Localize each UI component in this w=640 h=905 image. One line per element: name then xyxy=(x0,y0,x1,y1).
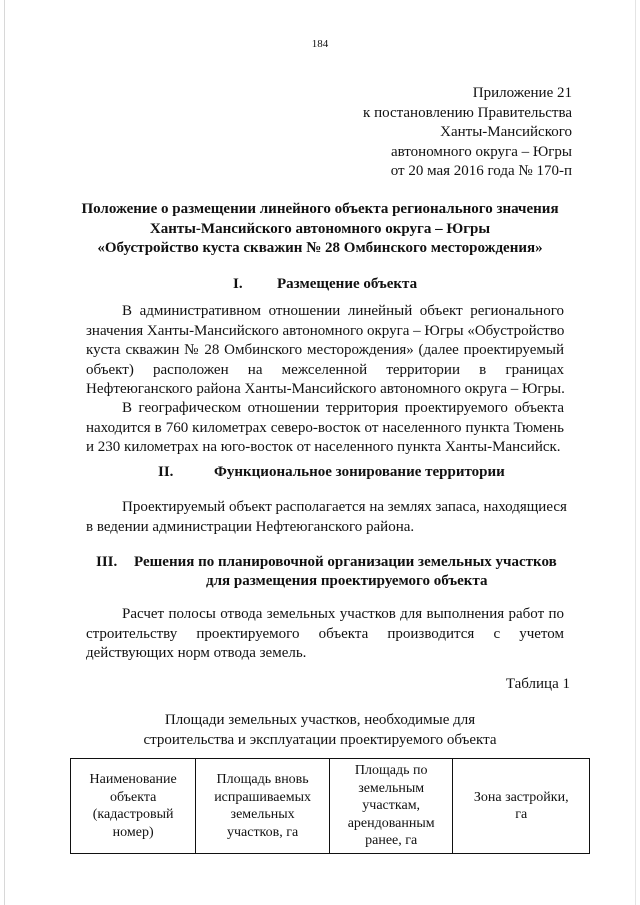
appendix-line: автономного округа – Югры xyxy=(390,143,572,160)
page-number: 184 xyxy=(311,38,329,50)
section-1-paragraph-1 xyxy=(86,302,564,400)
caption-line: строительства и эксплуатации проектируемого объекта xyxy=(143,731,497,748)
section-2-paragraph xyxy=(86,498,567,537)
header-line: номер) xyxy=(112,824,154,840)
scan-edge-left xyxy=(4,0,5,905)
title-line: «Обустройство куста скважин № 28 Омбинского месторождения» xyxy=(97,240,543,256)
land-area-table xyxy=(70,758,590,854)
table-header-row xyxy=(71,759,590,854)
header-line: участкам, xyxy=(362,798,421,814)
text-line: В административном отношении линейный объект регионального xyxy=(122,303,564,319)
appendix-line: от 20 мая 2016 года № 170-п xyxy=(390,163,572,179)
document-title xyxy=(70,200,570,259)
section-1-title: Размещение объекта xyxy=(277,276,418,292)
text-line: В географическом отношении территория проектируемого объекта xyxy=(122,400,564,416)
header-line: (кадастровый xyxy=(92,807,174,822)
header-line: ранее, га xyxy=(365,833,418,849)
text-line: и 230 километрах на юго-восток от населенного пункта Ханты-Мансийск. xyxy=(86,439,561,455)
table-header-cell xyxy=(453,759,590,854)
section-1-number: I. xyxy=(233,276,243,292)
scan-edge-right xyxy=(635,0,636,905)
header-line: объекта xyxy=(109,789,157,805)
table-header-cell xyxy=(71,759,196,854)
header-line: испрашиваемых xyxy=(214,789,311,805)
header-line: земельным xyxy=(358,780,425,796)
section-3-paragraph xyxy=(86,605,564,664)
text-line: объект) расположен на межселенной территории в границах xyxy=(86,361,564,378)
title-line: Положение о размещении линейного объекта регионального значения xyxy=(81,201,559,217)
header-line: земельных xyxy=(230,807,295,822)
table-label: Таблица 1 xyxy=(505,676,570,692)
text-line: Нефтеюганского района Ханты-Мансийского автономного округа – Югры. xyxy=(86,381,565,397)
text-line: строительству проектируемого объекта производится с учетом xyxy=(86,625,564,642)
header-line: га xyxy=(515,807,528,822)
text-line: куста скважин № 28 Омбинского месторождения» (далее проектируемый xyxy=(86,342,564,358)
text-line: значения Ханты-Мансийского автономного округа – Югры «Обустройство xyxy=(86,322,565,339)
appendix-line: к постановлению Правительства xyxy=(363,104,572,121)
caption-line: Площади земельных участков, необходимые для xyxy=(164,712,476,728)
section-2-number: II. xyxy=(158,464,174,480)
section-1-paragraph-2 xyxy=(86,399,564,458)
header-line: Зона застройки, xyxy=(473,789,569,805)
title-line: Ханты-Мансийского автономного округа – Югры xyxy=(149,220,491,237)
appendix-line: Приложение 21 xyxy=(472,85,572,101)
text-line: Расчет полосы отвода земельных участков для выполнения работ по xyxy=(122,606,564,622)
text-line: находится в 760 километрах северо-восток от населенного пункта Тюмень xyxy=(86,419,564,436)
header-line: арендованным xyxy=(347,815,435,831)
header-line: Площадь по xyxy=(354,763,428,779)
appendix-block xyxy=(363,84,572,182)
text-line: в ведении администрации Нефтеюганского района. xyxy=(86,518,415,535)
section-3-title-line-1: Решения по планировочной организации земельных участков xyxy=(134,554,557,570)
header-line: Наименование xyxy=(89,772,177,787)
text-line: Проектируемый объект располагается на землях запаса, находящиеся xyxy=(122,499,567,515)
table-caption xyxy=(70,711,570,750)
table-header-cell xyxy=(329,759,453,854)
section-2-title: Функциональное зонирование территории xyxy=(214,464,505,480)
header-line: Площадь вновь xyxy=(216,772,309,787)
appendix-line: Ханты-Мансийского xyxy=(440,124,572,140)
section-3-number: III. xyxy=(96,554,118,570)
table-header-cell xyxy=(196,759,330,854)
section-3-title-line-2: для размещения проектируемого объекта xyxy=(206,573,488,589)
header-line: участков, га xyxy=(226,824,299,840)
text-line: действующих норм отвода земель. xyxy=(86,645,307,661)
